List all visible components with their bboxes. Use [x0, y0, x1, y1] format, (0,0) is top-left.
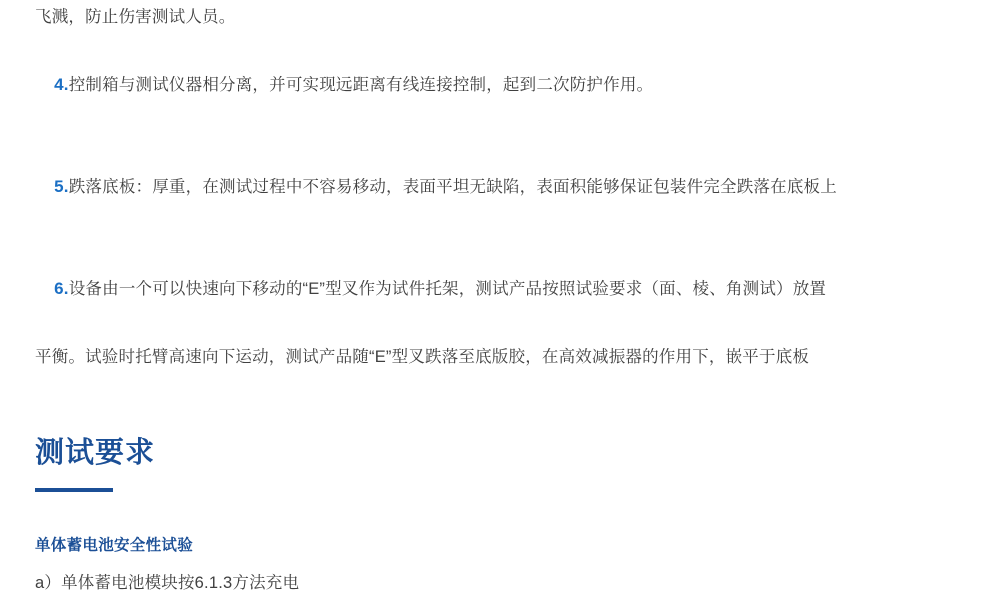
list-item-number: 4. [54, 75, 69, 94]
partial-paragraph-line: 飞溅，防止伤害测试人员。 [35, 8, 236, 26]
subsection-spacer [35, 492, 965, 532]
list-item-continuation: 平衡。试验时托臂高速向下运动，测试产品随“E”型叉跌落至底版胶，在高效减振器的作用下，嵌平于底板 [35, 348, 810, 366]
subsection-list-item: a）单体蓄电池模块按6.1.3方法充电 [35, 574, 300, 592]
list-item [35, 238, 965, 340]
list-item-number: 5. [54, 177, 69, 196]
list-item [35, 136, 965, 238]
subsection-heading: 单体蓄电池安全性试验 [35, 537, 194, 554]
section-heading: 测试要求 [35, 437, 156, 469]
section-spacer [35, 374, 965, 436]
list-item-label: 控制箱与测试仪器相分离，并可实现远距离有线连接控制，起到二次防护作用。 [68, 76, 654, 94]
list-item-number: 6. [54, 279, 69, 298]
list-item-label: 跌落底板：厚重，在测试过程中不容易移动，表面平坦无缺陷，表面积能够保证包装件完全跌落在底板上 [68, 178, 837, 196]
list-item [35, 34, 965, 136]
list-item-label: 设备由一个可以快速向下移动的“E”型叉作为试件托架，测试产品按照试验要求（面、棱、角测试）放置 [68, 280, 827, 298]
